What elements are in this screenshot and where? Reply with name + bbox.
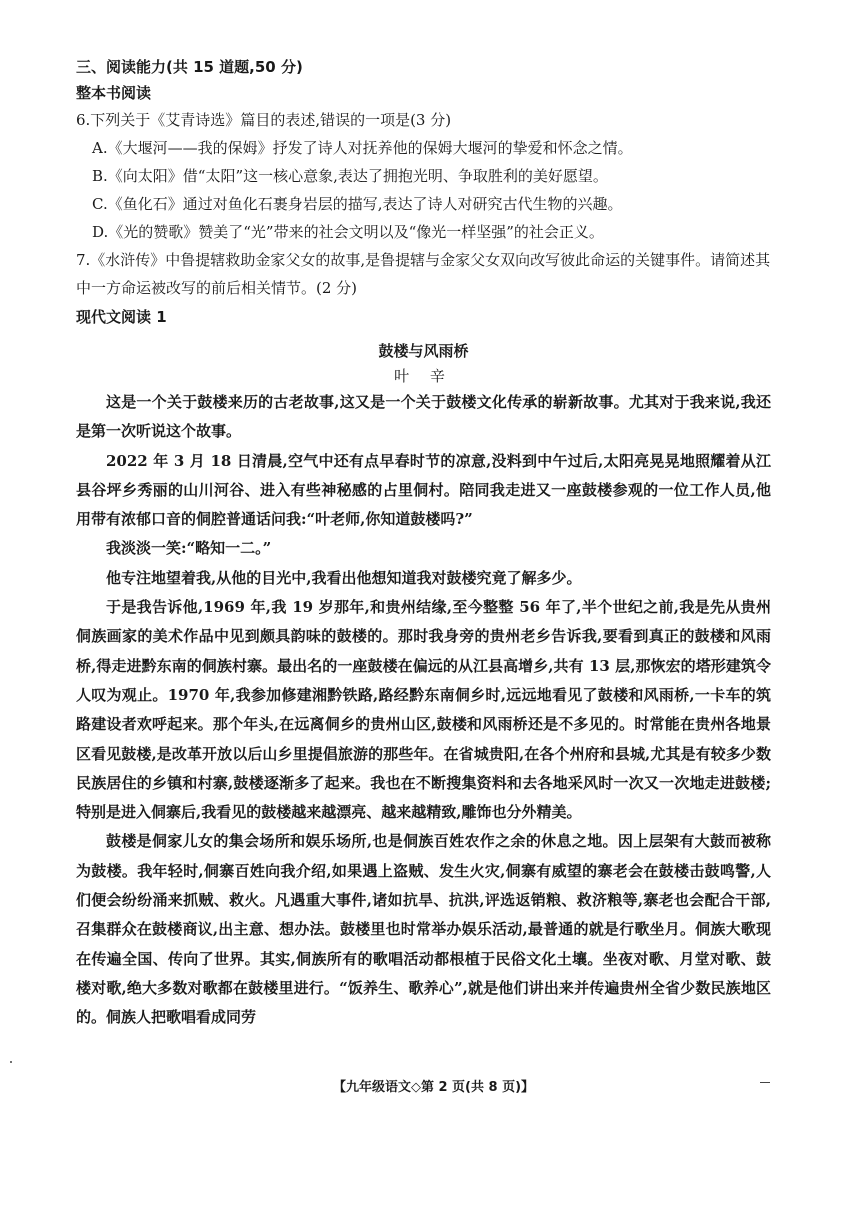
- question-6-option-d: D.《光的赞歌》赞美了“光”带来的社会文明以及“像光一样坚强”的社会正义。: [92, 223, 604, 241]
- question-7-stem: 7.《水浒传》中鲁提辖救助金家父女的故事,是鲁提辖与金家父女双向改写彼此命运的关键事件。请简述其中一方命运被改写的前后相关情节。(2 分): [76, 251, 771, 297]
- article-paragraph-1: 这是一个关于鼓楼来历的古老故事,这又是一个关于鼓楼文化传承的崭新故事。尤其对于我来说,我还是第一次听说这个故事。: [76, 393, 771, 441]
- article-paragraph-2: 2022 年 3 月 18 日清晨,空气中还有点早春时节的凉意,没料到中午过后,太阳亮晃晃地照耀着从江县谷坪乡秀丽的山川河谷、进入有些神秘感的占里侗村。陪同我走进又一座鼓楼参观的一位工作人员,他用带有浓郁口音的侗腔普通话问我:“叶老师,你知道鼓楼吗?”: [76, 451, 771, 529]
- margin-dot-mark: [10, 1061, 12, 1063]
- article-title: 鼓楼与风雨桥: [378, 342, 469, 360]
- section-title: 三、阅读能力(共 15 道题,50 分): [76, 58, 303, 76]
- article-paragraph-5: 于是我告诉他,1969 年,我 19 岁那年,和贵州结缘,至今整整 56 年了,半个世纪之前,我是先从贵州侗族画家的美术作品中见到颇具韵味的鼓楼的。那时我身旁的贵州老乡告诉我,要看到真正的鼓楼和风雨桥,得走进黔东南的侗族村寨。最出名的一座鼓楼在偏远的从江县高增乡,共有 13 层,那恢宏的塔形建筑令人叹为观止。1970 年,我参加修建湘黔铁路,路经黔东南侗乡时,远远地看见了鼓楼和风雨桥,一卡车的筑路建设者欢呼起来。那个年头,在远离侗乡的贵州山区,鼓楼和风雨桥还是不多见的。时常能在贵州各地景区看见鼓楼,是改革开放以后山乡里提倡旅游的那些年。在省城贵阳,在各个州府和县城,尤其是有较多少数民族居住的乡镇和村寨,鼓楼逐渐多了起来。我也在不断搜集资料和去各地采风时一次又一次地走进鼓楼;特别是进入侗寨后,我看见的鼓楼越来越漂亮、越来越精致,雕饰也分外精美。: [76, 598, 771, 822]
- question-6-option-b: B.《向太阳》借“太阳”这一核心意象,表达了拥抱光明、争取胜利的美好愿望。: [92, 167, 608, 185]
- subtitle-whole-book: 整本书阅读: [76, 84, 152, 102]
- article-author: 叶 辛: [394, 367, 453, 385]
- question-6-option-c: C.《鱼化石》通过对鱼化石裹身岩层的描写,表达了诗人对研究古代生物的兴趣。: [92, 195, 623, 213]
- article-paragraph-6: 鼓楼是侗家儿女的集会场所和娱乐场所,也是侗族百姓农作之余的休息之地。因上层架有大鼓而被称为鼓楼。我年轻时,侗寨百姓向我介绍,如果遇上盗贼、发生火灾,侗寨有威望的寨老会在鼓楼击鼓鸣警,人们便会纷纷涌来抓贼、救火。凡遇重大事件,诸如抗旱、抗洪,评选返销粮、救济粮等,寨老也会配合干部,召集群众在鼓楼商议,出主意、想办法。鼓楼里也时常举办娱乐活动,最普通的就是行歌坐月。侗族大歌现在传遍全国、传向了世界。其实,侗族所有的歌唱活动都根植于民俗文化土壤。坐夜对歌、月堂对歌、鼓楼对歌,绝大多数对歌都在鼓楼里进行。“饭养生、歌养心”,就是他们讲出来并传遍贵州全省少数民族地区的。侗族人把歌唱看成同劳: [76, 832, 771, 1027]
- question-6-option-a: A.《大堰河——我的保姆》抒发了诗人对抚养他的保姆大堰河的挚爱和怀念之情。: [92, 139, 633, 157]
- article-paragraph-3: 我淡淡一笑:“略知一二。”: [106, 539, 272, 558]
- subtitle-modern-reading: 现代文阅读 1: [76, 308, 167, 326]
- page-footer: 【九年级语文◇第 2 页(共 8 页)】: [332, 1080, 535, 1095]
- question-6-stem: 6.下列关于《艾青诗选》篇目的表述,错误的一项是(3 分): [76, 111, 452, 129]
- article-paragraph-4: 他专注地望着我,从他的目光中,我看出他想知道我对鼓楼究竟了解多少。: [106, 568, 582, 587]
- footer-dash-mark: [760, 1082, 770, 1083]
